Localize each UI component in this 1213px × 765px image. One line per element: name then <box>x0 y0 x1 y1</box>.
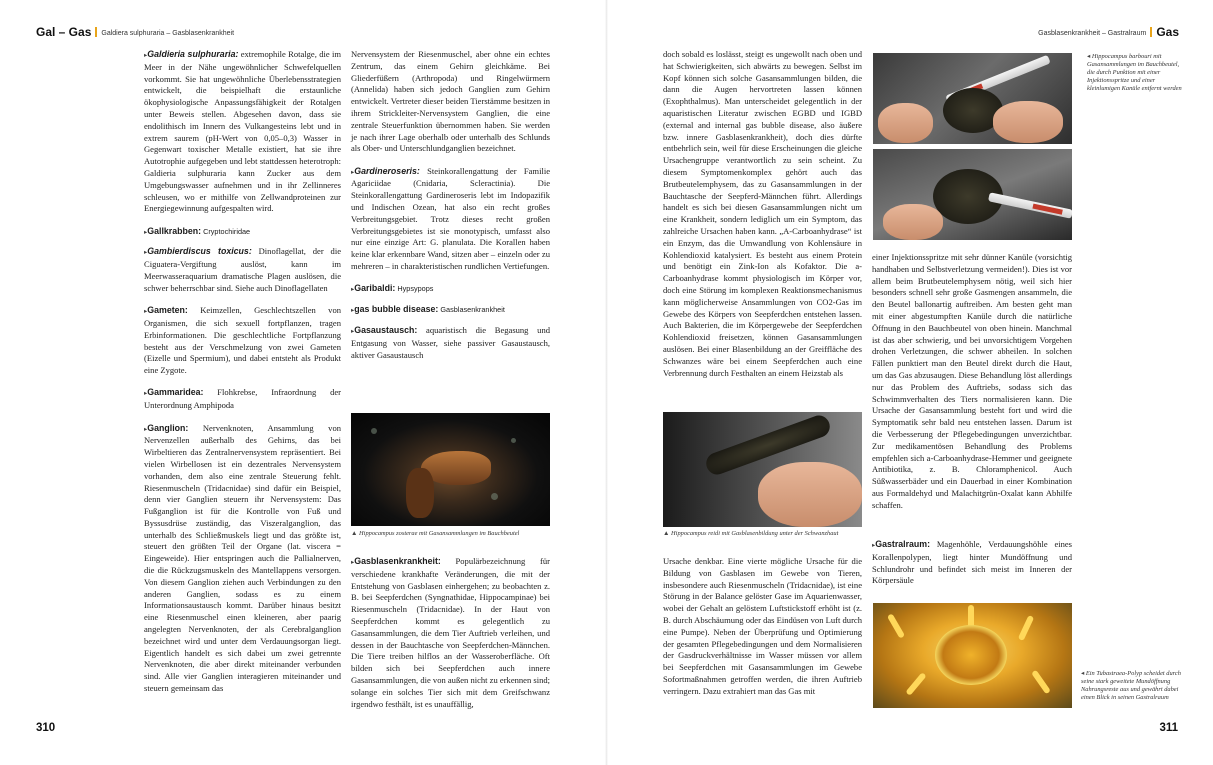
left-column-2-lower <box>351 556 550 721</box>
entry-gammaridea: ▸Gammaridea: Flohkrebse, Infraordnung der Unterordnung Amphipoda <box>144 387 341 411</box>
entry-text: Cryptochiridae <box>201 226 251 236</box>
entry-text: aquaristisch die Begasung und Entgasung von Wasser, siehe passiver Gasaustausch, aktiver Gasaustausch <box>351 324 550 360</box>
headword: Gammaridea: <box>147 387 204 398</box>
entry-text: Nervensystem der Riesenmuschel, aber ohne ein echtes Zentrum, das einem Gehirn gleichkäme. Bei Gliederfüßern (Arthropoda) und Ringelwürmern (Annelida) haben sich jedoch Ganglien zum Gehirn entwickelt. Vertreter dieser beiden Tierstämme besitzen in ihrem Strickleiter-Nervensystem Ganglien, die eine zentrale Steuerfunktion übernommen haben. Sie werden je nach ihrer Lage oberhalb oder unterhalb des Schlunds als Ober- und Unterschlundganglien bezeichnet. <box>351 49 550 154</box>
coral-polyp-photo <box>873 603 1072 708</box>
headword: gas bubble disease: <box>354 304 439 315</box>
entry-gastralraum: ▸Gastralraum: Magenhöhle, Verdauungshöhle eines Korallenpolypen, liegt hinter Mundöffnung und Schlundrohr und befindet sich meist im Inneren der Körpersäule <box>872 539 1072 586</box>
page-number: 311 <box>1159 722 1178 734</box>
accent-bar <box>95 27 97 37</box>
entry-text: Magenhöhle, Verdauungshöhle eines Korallenpolypen, liegt hinter Mundöffnung und Schlundrohr und befindet sich meist im Inneren der Körpersäule <box>872 539 1072 586</box>
headword: Ganglion: <box>147 422 189 433</box>
running-head-subtitle: Gasblasenkrankheit – Gastralraum <box>1038 30 1147 37</box>
entry-text: Hypsypops <box>395 284 434 294</box>
headword: Garibaldi: <box>354 283 396 294</box>
seahorse-tail-photo <box>663 412 862 527</box>
right-page <box>607 0 1213 765</box>
entry-gasblasenkrankheit: ▸Gasblasenkrankheit: Populärbezeichnung für verschiedene krankhafte Veränderungen, die mit der Entstehung von Gasblasen einhergehen; zu beobachten z. B. bei Seepferdchen (Syngnathidae, Hippocampinae) bei Riesenmuscheln (Tridacnidae). In der Haut von Seepferdchen kommt es gelegentlich zu Gasansammlungen, die dem Tier Auftrieb verleihen, und dessen in der Bauchtasche von Seepferdchen-Männchen. Die Tiere treiben hilflos an der Wasseroberfläche. Oft bilden sich bei Seepferdchen auch innere Gasansammlungen, die von außen nicht zu erkennen sind; solange ein solches Tier sich mit dem Greifschwanz irgendwo festhält, ist es unauffällig, <box>351 556 550 709</box>
syringe-photo <box>873 149 1072 240</box>
syringe-photo <box>873 53 1072 144</box>
running-head-title: Gal – Gas <box>36 25 92 39</box>
seahorse-photo <box>351 413 550 526</box>
headword: Gasblasenkrankheit: <box>354 556 441 566</box>
photo-caption: ▲ Hippocampus zosterae mit Gasansammlungen im Bauchbeutel <box>351 530 520 537</box>
right-column-2 <box>872 252 1072 522</box>
entry-ganglion: ▸Ganglion: Nervenknoten, Ansammlung von Nervenzellen außerhalb des Gehirns, das bei Wirbeltieren das Zentralnervensystem repräsentiert. Bei vielen Wirbellosen ist ein dezentrales Nervensystem vorhanden, dem also eine zentrale Steuerung fehlt. Riesenmuscheln (Tridacnidae) sind dafür ein Beispiel, denn vier Ganglien steuern ihr Nervensystem: Das Fußganglion ist für die Kontrolle von Fuß und Byssusdrüse zuständig, das Viszeralganglion, das unterhalb des Schließmuskels liegt und das größte ist, steuert den größten Teil der Organe (lat. viscera = Eingeweide). Hier entspringen auch die Pallialnerven, die die Rückzugsmuskeln des Mantellappens versorgen. Von diesem Ganglion ziehen auch Verbindungen zu den anderen Ganglien, sodass es zu einem Informationsaustausch kommt. Darüber hinaus besitzt eine Riesenmuschel einen kleineren, aber paarig angelegten Nervenknoten, der als Cerebralganglion bezeichnet wird und unter dem Verdauungsorgan liegt. Eigentlich handelt es sich dabei um zwei getrennte Nervenknoten, die aber direkt miteinander verbunden sind. Alle vier Ganglien interagieren miteinander und steuern gemeinsam das <box>144 422 341 694</box>
headword: Gardineroseris: <box>354 165 420 176</box>
entry-text: Gasblasenkrankheit <box>438 305 505 315</box>
headword: Galdieria sulphuraria: <box>147 49 239 59</box>
gasblasen-continued: doch sobald es loslässt, steigt es ungewollt nach oben und hat Schwierigkeiten, sich abwärts zu bewegen. Selbst im Kopf können sich solche Gasansammlungen bilden, die dann die Augen hervortreten lassen können (Exophthalmus). Man unterscheidet gelegentlich in der aquaristischen Literatur zwischen EGBD und IGBD (external and internal gas bubble disease, also äußere bzw. innere Gasblasenkrankheit), doch dies dürfte entbehrlich sein, weil für diese Erscheinungen die gleiche Ursachengruppe verantwortlich zu sein scheint. Zu diesem Symptomenkomplex gehört auch das Brutbeutelemphysem, das zu Gasansammlungen in der Bauchtasche der Seepferd-Männchen führt. Allerdings handelt es sich bei diesen Gasansammlungen nicht um eine Krankheit, sondern lediglich um ein Symptom, das zahlreiche Ursachen haben kann. „A-Carboanhydrase“ ist ein Enzym, das die Umwandlung von Kohlensäure in Kohlendioxid katalysiert. Es besteht aus einem Protein und benötigt ein Zink-Ion als Kofaktor. Die a-Carboanhydrase kommt physiologisch im Körper vor, doch eine Störung im komplexen Reaktionsmechanismus kann möglicherweise Ansammlungen von CO2-Gas im Gewebe des Körpers von Seepferdchen entstehen lassen. Auch Bakterien, die im Körpergewebe der Seepferdchen Kohlendioxid freisetzen, können Gasansammlungen auslösen. Bei einer Blasenbildung an der Greiffläche des Schwanzes wäre bei einem Seepferdchen auch eine Verbrennung durch Festhalten an einem Heizstab als <box>663 49 862 378</box>
right-column-1 <box>663 49 862 390</box>
accent-bar <box>1150 27 1152 37</box>
photo-caption: ▲ Hippocampus reidi mit Gasblasenbildung unter der Schwanzhaut <box>663 530 839 537</box>
entry-text: Keimzellen, Geschlechtszellen von Organismen, die sich sexuell fortpflanzen, tragen Erbinformationen. Die geschlechtliche Fortpflanzung besteht aus der Verschmelzung von zwei Gameten (Eizelle und Spermium), und dabei entsteht als Produkt eine Zygote. <box>144 305 341 376</box>
running-head-subtitle: Galdiera sulphuraria – Gasblasenkrankheit <box>101 30 235 37</box>
page-number: 310 <box>36 722 56 734</box>
entry-gasaustausch: ▸Gasaustausch: aquaristisch die Begasung und Entgasung von Wasser, siehe passiver Gasaustausch, aktiver Gasaustausch <box>351 324 550 360</box>
photo-caption: ◂ Hippocampus barbouri mit Gasansammlungen im Bauchbeutel, die durch Punktion mit einer Injektionsspritze und einer kleinlumigen Kanüle entfernt werden <box>1087 53 1182 92</box>
entry-text: Flohkrebse, Infraordnung der Unterordnung Amphipoda <box>144 387 341 411</box>
entry-garibaldi: ▸Garibaldi: Hypsypops <box>351 283 434 294</box>
headword: Gameten: <box>147 305 188 316</box>
right-column-2-lower <box>872 539 1072 598</box>
entry-gas-bubble-disease: ▸gas bubble disease: Gasblasenkrankheit <box>351 304 505 315</box>
entry-gameten: ▸Gameten: Keimzellen, Geschlechtszellen von Organismen, die sich sexuell fortpflanzen, tragen Erbinformationen. Die geschlechtliche Fortpflanzung besteht aus der Verschmelzung von zwei Gameten (Eizelle und Spermium), und dabei entsteht als Produkt eine Zygote. <box>144 305 341 376</box>
headword: Gallkrabben: <box>147 225 202 236</box>
left-page <box>0 0 606 765</box>
entry-galdieria: ▸Galdieria sulphuraria: extremophile Rotalge, die im Meer in der Nähe ungewöhnlicher Schwefelquellen vorkommt. Sie hat ungewöhnliche Überlebensstrategien entwickelt, die beispielhaft die erstaunliche ökophysiologische Anpassungsfähigkeit der Rotalgen unter Beweis stellen. Abgesehen davon, dass sie endolithisch im Innern des Vulkangesteins lebt und in extrem saurem (pH-Wert von 0,05–0,3) Wasser in Gegenwart toxischer Metalle existiert, hat sie ihre Autotrophie aufgegeben und lebt stattdessen heterotroph: Galdieria sulphuraria kann Zucker aus dem Umgebungswasser aufnehmen und in ihr Zellinneres schleusen, wo er mithilfe von Zellwandproteinen zur Energiegewinnung aufgespalten wird. <box>144 49 341 214</box>
running-head-title: Gas <box>1156 25 1179 39</box>
left-column-2 <box>351 49 550 372</box>
entry-text: Steinkorallengattung der Familie Agariciidae (Cnidaria, Scleractinia). Die Steinkorallengattung Gardineroseris lebt im Indopazifik und Indischen Ozean, hat also ein recht großes Verbreitungsgebiet. Trotz dieses recht großen Verbreitungsgebietes ist sie monotypisch, umfasst also nur eine einzige Art: G. planulata. Die Korallen haben keine klar erkennbare Wand, sitzen aber – einzeln oder zu mehreren – in charakteristischen rundlichen Vertiefungen. <box>351 165 550 272</box>
headword: Gasaustausch: <box>354 324 418 335</box>
running-head-right <box>1038 23 1179 41</box>
entry-gallkrabben: ▸Gallkrabben: Cryptochiridae <box>144 225 251 236</box>
right-column-1-lower <box>663 556 862 708</box>
entry-gardineroseris: ▸Gardineroseris: Steinkorallengattung der Familie Agariciidae (Cnidaria, Scleractinia). Die Steinkorallengattung Gardineroseris lebt im Indopazifik und Indischen Ozean, hat also ein recht großes Verbreitungsgebiet. Trotz dieses recht großen Verbreitungsgebietes ist sie monotypisch, umfasst also nur eine einzige Art: G. planulata. Die Korallen haben keine klar erkennbare Wand, sitzen aber – einzeln oder zu mehreren – in charakteristischen rundlichen Vertiefungen. <box>351 165 550 272</box>
left-column-1 <box>144 49 341 705</box>
photo-caption: ◂ Ein Tubastraea-Polyp scheidet durch seine stark geweitete Mundöffnung Nahrungsreste aus und gewährt dabei einen Blick in seinen Gastralraum <box>1081 670 1181 701</box>
entry-text: Dinoflagellat, der die Ciguatera-Vergiftung auslöst, kann im Meerwasseraquarium dramatische Plagen auslösen, die schwer beherrschbar sind. Siehe auch Dinoflagellaten <box>144 246 341 293</box>
headword: Gambierdiscus toxicus: <box>147 246 252 257</box>
running-head-left <box>36 23 234 41</box>
gasblasen-continued-2: Ursache denkbar. Eine vierte mögliche Ursache für die Bildung von Gasblasen im Gewebe von Tieren, insbesondere auch Riesenmuscheln (Tridacnidae), ist eine Störung in der Balance gelöster Gase im Aquarienwasser, wobei der Gehalt an gelöstem Luftstickstoff erhöht ist (z. B. durch Abschäumung oder das Eindüsen von Luft durch eine Pumpe). Neben der Überprüfung und Optimierung der gesamten Pflegebedingungen und dem Normalisieren der Gasdruckverhältnisse im Wasser müssen vor allem bei Seepferdchen mit Gasansammlungen im Gewebe Sofortmaßnahmen getroffen werden, die ihren Auftrieb verringern. Dazu extrahiert man das Gas mit <box>663 556 862 696</box>
entry-text: extremophile Rotalge, die im Meer in der Nähe ungewöhnlicher Schwefelquellen vorkommt. Sie hat ungewöhnliche Überlebensstrategien entwickelt, die beispielhaft die erstaunliche ökophysiologische Anpassungsfähigkeit der Rotalgen unter Beweis stellen. Abgesehen davon, dass sie endolithisch im Innern des Vulkangesteins lebt und in extrem saurem (pH-Wert von 0,05–0,3) Wasser in Gegenwart toxischer Metalle existiert, hat sie ihre Autotrophie aufgegeben und lebt stattdessen heterotroph: Galdieria sulphuraria kann Zucker aus dem Umgebungswasser aufnehmen und in ihr Zellinneres schleusen, wo er mithilfe von Zellwandproteinen zur Energiegewinnung aufgespalten wird. <box>144 49 341 214</box>
entry-ganglion-continued <box>351 49 550 155</box>
entry-text: Nervenknoten, Ansammlung von Nervenzellen außerhalb des Gehirns, das bei Wirbeltieren das Zentralnervensystem repräsentiert. Bei vielen Wirbellosen ist ein dezentrales Nervensystem vorhanden, dem also eine zentrale Steuerung fehlt. Riesenmuscheln (Tridacnidae) sind dafür ein Beispiel, denn vier Ganglien steuern ihr Nervensystem: Das Fußganglion ist für die Kontrolle von Fuß und Byssusdrüse zuständig, das Viszeralganglion, das unterhalb des Schließmuskels liegt und das größte ist, steuert den größten Teil der Organe (lat. viscera = Eingeweide). Hier entspringen auch die Pallialnerven, die die Rückzugsmuskeln des Mantellappens versorgen. Von diesem Ganglion ziehen auch Verbindungen zu den anderen Ganglien, sodass es zu einem Informationsaustausch kommt. Darüber hinaus besitzt eine Riesenmuschel einen kleineren, aber paarig angelegten Nervenknoten, der als Cerebralganglion bezeichnet wird und unter dem Verdauungsorgan liegt. Eigentlich handelt es sich dabei um zwei getrennte Nervenknoten, die aber direkt miteinander verbunden sind. Alle vier Ganglien interagieren miteinander und steuern gemeinsam das <box>144 422 341 694</box>
headword: Gastralraum: <box>875 539 931 549</box>
entry-gambierdiscus: ▸Gambierdiscus toxicus: Dinoflagellat, der die Ciguatera-Vergiftung auslöst, kann im Meerwasseraquarium dramatische Plagen auslösen, die schwer beherrschbar sind. Siehe auch Dinoflagellaten <box>144 246 341 293</box>
gasblasen-treatment: einer Injektionsspritze mit sehr dünner Kanüle (vorsichtig handhaben und Selbstverletzung vermeiden!). Dies ist vor allem beim Brutbeutelemphysem nötig, weil sich hier besonders schnell sehr große Gasmengen ansammeln, die den Beutel ballonartig auftreiben. Am besten geht man mit einer abgestumpften Kanüle durch die natürliche Öffnung in den Bauchbeutel von oben hinein. Manchmal ist das aber schwierig, und bei unvorsichtigem Vorgehen drohen Verletzungen, die schwer abheilen. In solchen Fällen punktiert man den Beutel direkt durch die Haut, um das Gas abzusaugen. Diese Behandlung löst allerdings nur das Problem des Auftriebs, sodass sich das Schwimmverhalten des Tiers normalisieren kann. Die Ursache der Gasansammlung besteht fort und wird die Symptomatik sehr bald neu entstehen lassen. Darum ist die Verbesserung der Pflegebedingungen unverzichtbar. Zur medikamentösen Behandlung des Problems empfehlen sich a-Carboanhydrase-Hemmer und geeignete Antibiotika, z. B. Chloramphenicol. Auch Süßwasserbäder und ein Dauerbad in einer Kombination aus Formaldehyd und Malachitgrün-Oxalat kann Abhilfe schaffen. <box>872 252 1072 510</box>
entry-text: Populärbezeichnung für verschiedene krankhafte Veränderungen, die mit der Entstehung von Gasblasen einhergehen; zu beobachten z. B. bei Seepferdchen (Syngnathidae, Hippocampinae) bei Riesenmuscheln (Tridacnidae). In der Haut von Seepferdchen kommt es gelegentlich zu Gasansammlungen, die dem Tier Auftrieb verleihen, und dessen in der Bauchtasche von Seepferdchen-Männchen. Die Tiere treiben hilflos an der Wasseroberfläche. Oft bilden sich bei Seepferdchen auch innere Gasansammlungen, die von außen nicht zu erkennen sind; solange ein solches Tier sich mit dem Greifschwanz irgendwo festhält, ist es unauffällig, <box>351 556 550 709</box>
